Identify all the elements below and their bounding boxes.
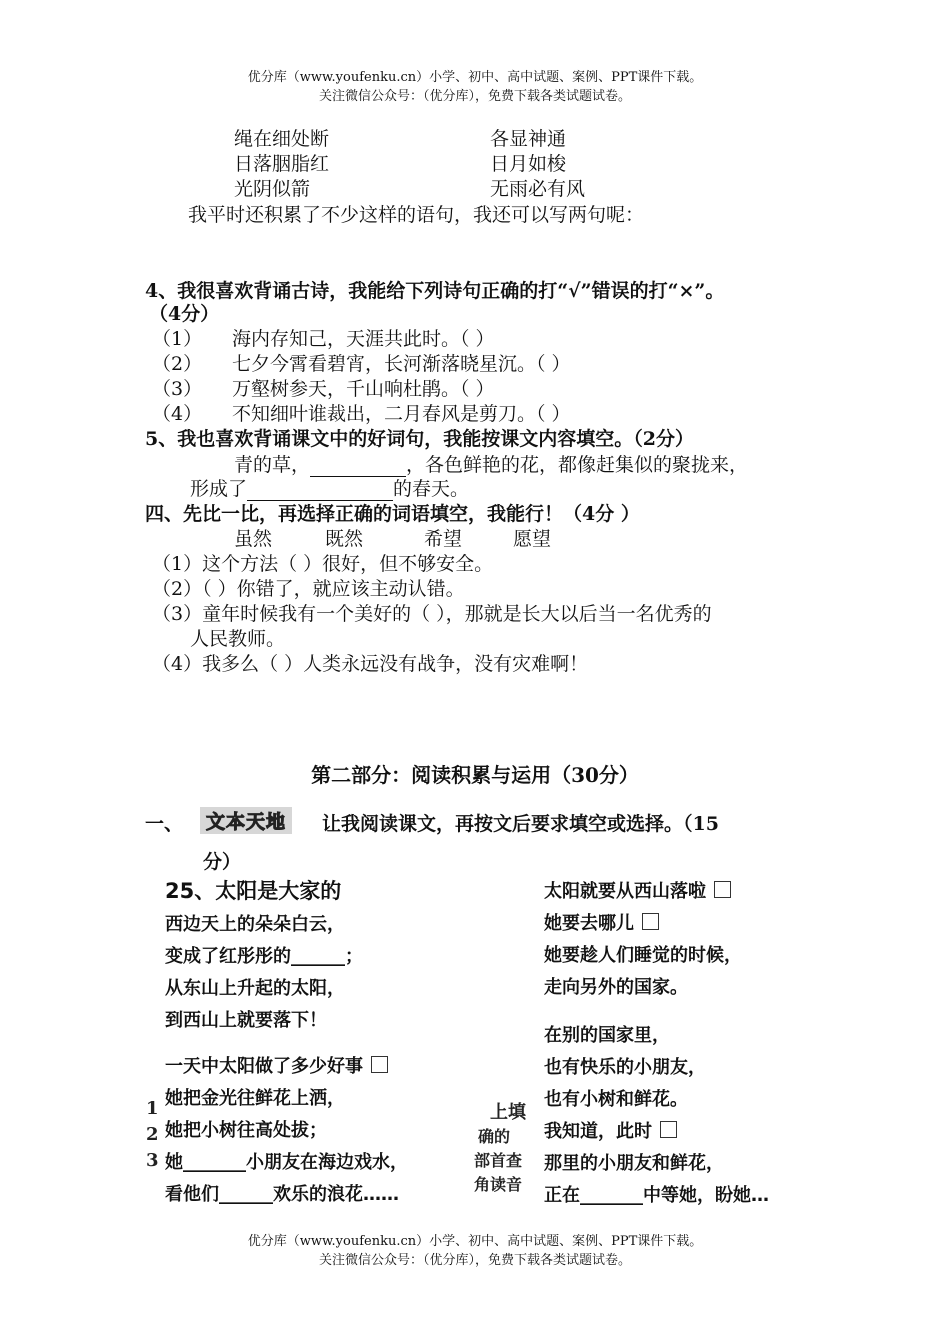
sec4-title: 四、先比一比，再选择正确的词语填空，我能行！（4分 ）	[145, 503, 640, 525]
q5-line-2	[190, 474, 469, 501]
word-choice: 愿望	[513, 528, 552, 550]
poem-right-line: 那里的小朋友和鲜花，	[544, 1153, 724, 1174]
hidden-fragment: 角读音	[474, 1175, 523, 1194]
part2-q1-text: 让我阅读课文，再按文后要求填空或选择。（15	[322, 813, 719, 835]
poem-left-line: 到西山上就要落下！	[165, 1006, 327, 1032]
poem-left-line[interactable]: 她_______小朋友在海边戏水，	[165, 1148, 408, 1174]
poem-right-line-with-box	[544, 909, 659, 935]
proverb-left-2: 日落胭脂红	[234, 153, 330, 175]
answer-box[interactable]	[660, 1121, 677, 1138]
proverb-right-2: 日月如梭	[490, 153, 567, 175]
sec4-item-2[interactable]: （2）（ ）你错了，就应该主动认错。	[152, 578, 465, 600]
hidden-fragment: 2	[146, 1124, 159, 1145]
proverb-right-1: 各显神通	[490, 128, 567, 150]
poem-right-line: 太阳就要从西山落啦	[544, 881, 706, 902]
header-line-2: 关注微信公众号：（优分库），免费下载各类试题试卷。	[318, 89, 631, 104]
header-line-1: 优分库（www.youfenku.cn）小学、初中、高中试题、案例、PPT课件下载。	[247, 70, 703, 85]
poem-left-line: 从东山上升起的太阳，	[165, 974, 345, 1000]
sec4-item-3-cont: 人民教师。	[190, 628, 286, 650]
poem-right-line: 也有快乐的小朋友，	[544, 1057, 706, 1078]
q4-item-num: （3）	[152, 378, 203, 400]
proverb-left-1: 绳在细处断	[234, 128, 330, 150]
sec4-item-1[interactable]: （1）这个方法（ ）很好，但不够安全。	[152, 553, 494, 575]
proverb-left-3: 光阴似箭	[234, 178, 311, 200]
poem-left-line: 西边天上的朵朵白云，	[165, 910, 345, 936]
q5-line-2-b: 的春天。	[393, 478, 470, 500]
q4-title: 4、我很喜欢背诵古诗，我能给下列诗句正确的打“√”错误的打“×”。	[145, 280, 725, 302]
poem-title: 25、太阳是大家的	[165, 879, 342, 903]
poem-right-line-with-box	[544, 877, 731, 903]
part2-q1-num: 一、	[145, 813, 184, 835]
q4-item-text[interactable]: 七夕今霄看碧宵，长河渐落晓星沉。（ ）	[232, 353, 571, 375]
part2-title: 第二部分：阅读积累与运用（30分）	[311, 763, 639, 787]
text-world-badge	[200, 807, 292, 834]
q4-item-num: （1）	[152, 328, 203, 350]
answer-box[interactable]	[642, 913, 659, 930]
poem-right-line: 也有小树和鲜花。	[544, 1089, 688, 1110]
badge-label: 文本天地	[200, 807, 292, 834]
poem-right-line: 走向另外的国家。	[544, 977, 688, 998]
q5-line-1-a: 青的草，	[234, 454, 311, 476]
hidden-fragment: 上填	[490, 1102, 526, 1123]
poem-right-line-with-box	[544, 1117, 677, 1143]
q4-item-num: （4）	[152, 403, 203, 425]
proverb-prompt: 我平时还积累了不少这样的语句，我还可以写两句呢：	[188, 204, 645, 226]
proverb-right-3: 无雨必有风	[490, 178, 586, 200]
q4-item-text[interactable]: 万壑树参天，千山响杜鹃。（ ）	[232, 378, 495, 400]
poem-left-line-with-box	[165, 1052, 388, 1078]
q4-item-text[interactable]: 不知细叶谁裁出，二月春风是剪刀。（ ）	[232, 403, 571, 425]
poem-left-line: 她把小树往高处拔；	[165, 1116, 327, 1142]
q4-item-text[interactable]: 海内存知己，天涯共此时。（ ）	[232, 328, 495, 350]
poem-left-line[interactable]: 变成了红彤彤的______；	[165, 942, 363, 968]
poem-right-line: 在别的国家里，	[544, 1025, 670, 1046]
word-choice: 虽然	[234, 528, 273, 550]
word-choice: 既然	[325, 528, 364, 550]
poem-right-line[interactable]: 正在_______中等她，盼她…	[544, 1185, 769, 1206]
q5-line-2-a: 形成了	[190, 478, 248, 500]
q5-line-1-b: ，各色鲜艳的花，都像赶集似的聚拢来，	[406, 454, 749, 476]
poem-right-line: 她要趁人们睡觉的时候，	[544, 945, 742, 966]
hidden-fragment: 部首查	[474, 1151, 523, 1170]
hidden-fragment: 1	[146, 1098, 159, 1119]
answer-box[interactable]	[714, 881, 731, 898]
poem-left-line: 她把金光往鲜花上洒，	[165, 1084, 345, 1110]
sec4-item-3[interactable]: （3）童年时候我有一个美好的（ ），那就是长大以后当一名优秀的	[152, 603, 712, 625]
poem-left-line: 一天中太阳做了多少好事	[165, 1056, 363, 1077]
q5-line-1	[234, 450, 748, 477]
q5-title: 5、我也喜欢背诵课文中的好词句，我能按课文内容填空。（2分）	[145, 428, 694, 450]
answer-box[interactable]	[371, 1056, 388, 1073]
poem-right-line: 她要去哪儿	[544, 913, 634, 934]
footer-line-1: 优分库（www.youfenku.cn）小学、初中、高中试题、案例、PPT课件下载。	[0, 1230, 950, 1249]
q4-score: （4分）	[149, 303, 220, 325]
hidden-fragment: 确的	[478, 1127, 511, 1146]
sec4-item-4[interactable]: （4）我多么（ ）人类永远没有战争，没有灾难啊！	[152, 653, 589, 675]
poem-left-line[interactable]: 看他们______欢乐的浪花……	[165, 1180, 399, 1206]
word-choice: 希望	[424, 528, 463, 550]
part2-q1-cont: 分）	[203, 851, 242, 873]
hidden-fragment: 3	[146, 1150, 159, 1171]
poem-right-line: 我知道，此时	[544, 1121, 652, 1142]
q4-item-num: （2）	[152, 353, 203, 375]
footer-line-2: 关注微信公众号：（优分库），免费下载各类试题试卷。	[318, 1253, 631, 1268]
